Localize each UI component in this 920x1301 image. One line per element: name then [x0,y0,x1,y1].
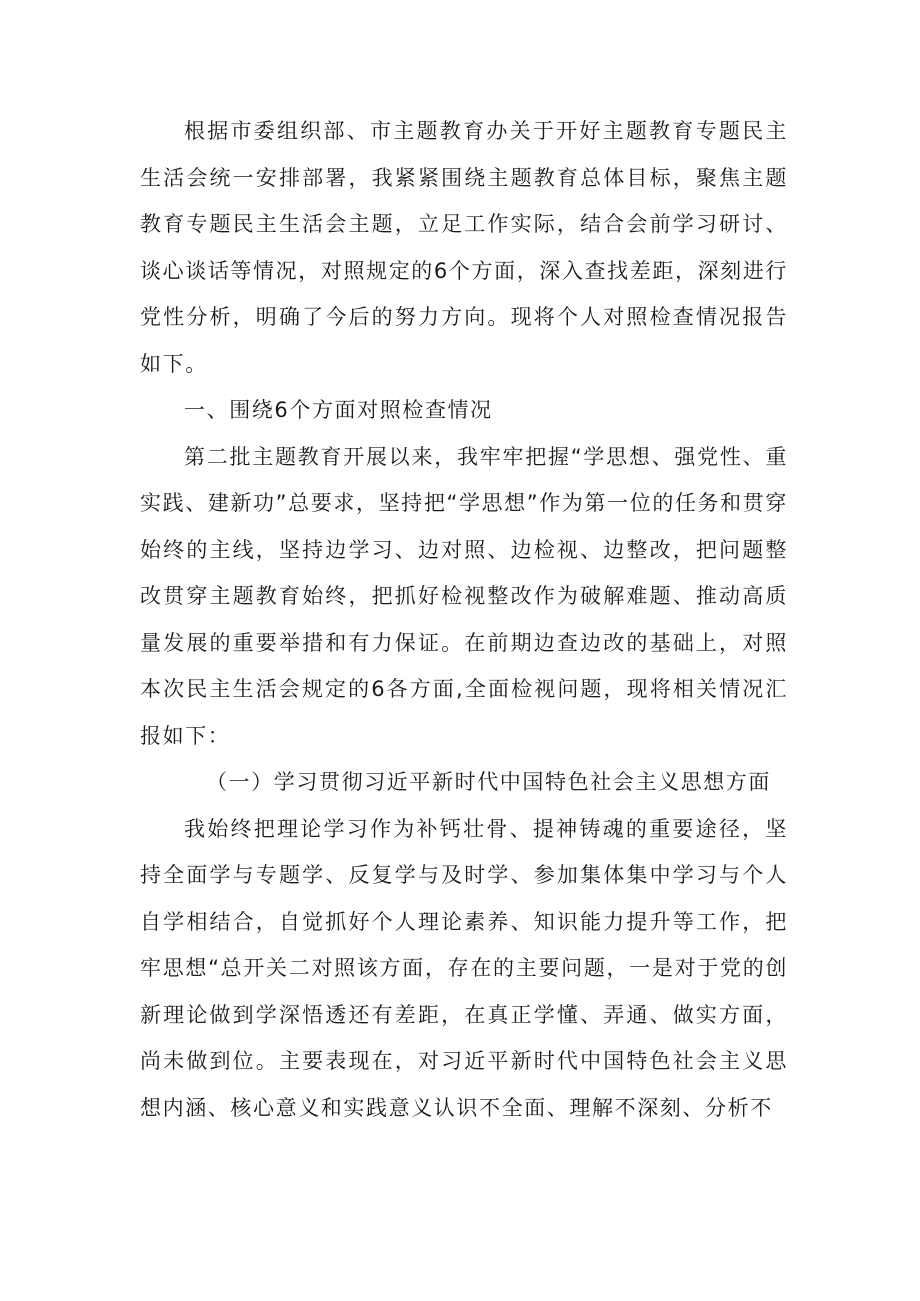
intro-paragraph: 根据市委组织部、市主题教育办关于开好主题教育专题民主生活会统一安排部署，我紧紧围绕主题教育总体目标，聚焦主题教育专题民主生活会主题，立足工作实际，结合会前学习研讨、谈心谈话等情况，对照规定的6个方面，深入查找差距，深刻进行党性分析，明确了今后的努力方向。现将个人对照检查情况报告如下。 [140,119,788,376]
subsection-one-paragraph: 我始终把理论学习作为补钙壮骨、提神铸魂的重要途径，坚持全面学与专题学、反复学与及时学、参加集体集中学习与个人自学相结合，自觉抓好个人理论素养、知识能力提升等工作，把牢思想“总开关二对照该方面，存在的主要问题，一是对于党的创新理论做到学深悟透还有差距，在真正学懂、弄通、做实方面，尚未做到位。主要表现在，对习近平新时代中国特色社会主义思想内涵、核心意义和实践意义认识不全面、理解不深刻、分析不 [140,816,788,1120]
section-one-paragraph: 第二批主题教育开展以来，我牢牢把握“学思想、强党性、重实践、建新功”总要求，坚持把“学思想”作为第一位的任务和贯穿始终的主线，坚持边学习、边对照、边检视、边整改，把问题整改贯穿主题教育始终，把抓好检视整改作为破解难题、推动高质量发展的重要举措和有力保证。在前期边查边改的基础上，对照本次民主生活会规定的6各方面,全面检视问题，现将相关情况汇报如下： [140,444,788,748]
section-one-heading: 一、围绕6个方面对照检查情况 [184,398,493,422]
subsection-one-heading: （一）学习贯彻习近平新时代中国特色社会主义思想方面 [206,770,771,794]
document-body [140,108,788,1131]
